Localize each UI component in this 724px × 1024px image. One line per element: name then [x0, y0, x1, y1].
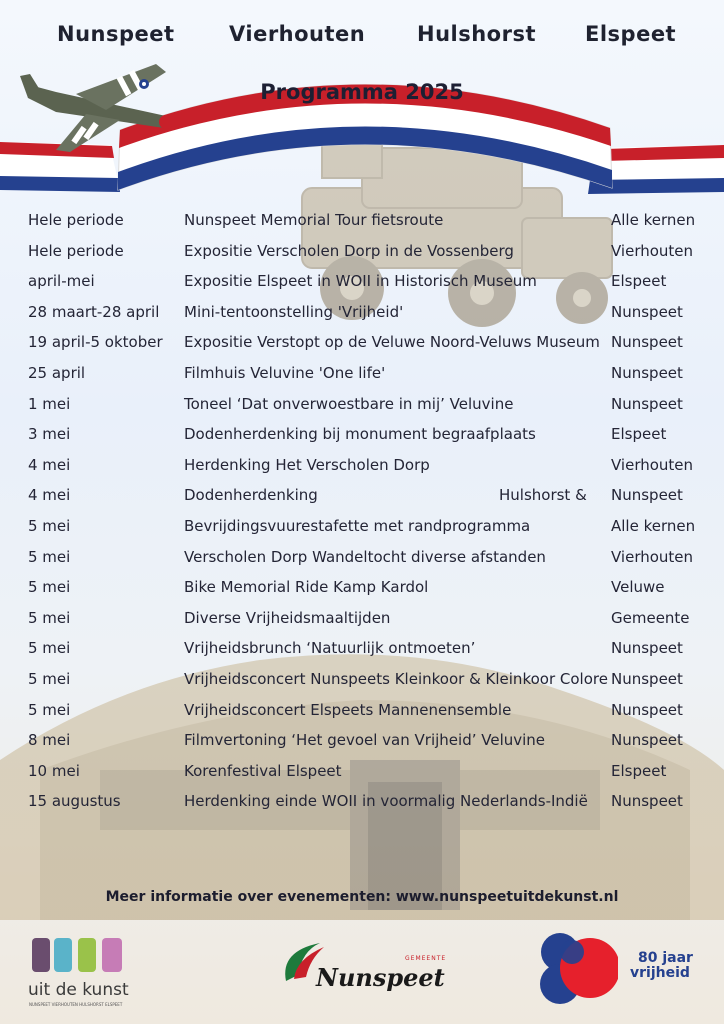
gemeente-nunspeet-logo [280, 935, 450, 1005]
event-title: Expositie Verscholen Dorp in de Vossenberg [184, 241, 514, 260]
event-location: Nunspeet [611, 394, 683, 413]
event-row [0, 670, 724, 700]
event-title: Herdenking einde WOII in voormalig Nederlands-Indië [184, 792, 588, 811]
event-extra: Hulshorst & [499, 486, 587, 505]
event-date: 3 mei [28, 425, 71, 444]
event-row [0, 364, 724, 394]
uit-de-kunst-logo [26, 932, 136, 1007]
event-row [0, 792, 724, 822]
event-row [0, 333, 724, 363]
event-row [0, 762, 724, 792]
uit-de-kunst-figures-icon [26, 932, 136, 976]
event-title: Verscholen Dorp Wandeltocht diverse afstanden [184, 547, 546, 566]
event-title: Filmvertoning ‘Het gevoel van Vrijheid’ Veluvine [184, 731, 546, 750]
event-date: 5 mei [28, 578, 71, 597]
event-title: Toneel ‘Dat onverwoestbare in mij’ Veluvine [184, 394, 514, 413]
event-date: 15 augustus [28, 792, 121, 811]
nunspeet-gemeente-label: GEMEENTE [405, 955, 447, 962]
event-row [0, 456, 724, 486]
event-date: april-mei [28, 272, 95, 291]
event-date: 4 mei [28, 486, 71, 505]
80-circles-icon [538, 932, 618, 1006]
event-location: Alle kernen [611, 517, 696, 535]
town-nunspeet: Nunspeet [57, 22, 175, 46]
event-title: Dodenherdenking [184, 486, 318, 505]
event-date: 5 mei [28, 700, 71, 719]
event-title: Filmhuis Veluvine 'One life' [184, 364, 386, 382]
event-row [0, 272, 724, 302]
event-date: 8 mei [28, 731, 71, 750]
town-elspeet: Elspeet [585, 22, 677, 46]
nunspeet-name: Nunspeet [316, 963, 445, 992]
program-title: Programma 2025 [260, 80, 464, 104]
event-title: Korenfestival Elspeet [184, 761, 342, 780]
uit-de-kunst-sub: NUNSPEET VIERHOUTEN HULSHORST ELSPEET [29, 1002, 123, 1007]
event-date: 5 mei [28, 608, 71, 627]
event-location: Nunspeet [611, 486, 683, 505]
event-row [0, 517, 724, 547]
event-date: Hele periode [28, 241, 124, 260]
warplane-icon [16, 54, 188, 154]
event-date: 1 mei [28, 394, 71, 413]
80-jaar-vrijheid-logo [538, 932, 708, 1006]
event-title: Bike Memorial Ride Kamp Kardol [184, 578, 429, 597]
event-location: Elspeet [611, 761, 667, 780]
event-date: 5 mei [28, 547, 71, 566]
event-row [0, 609, 724, 639]
event-date: 10 mei [28, 761, 80, 780]
event-location: Vierhouten [611, 455, 694, 474]
event-date: Hele periode [28, 211, 124, 229]
event-date: 5 mei [28, 670, 71, 688]
event-location: Nunspeet [611, 302, 683, 321]
event-title: Bevrijdingsvuurestafette met randprogramma [184, 517, 531, 535]
town-names [0, 22, 724, 52]
event-date: 19 april-5 oktober [28, 333, 163, 352]
event-location: Alle kernen [611, 211, 696, 229]
event-location: Veluwe [611, 578, 665, 597]
event-location: Nunspeet [611, 639, 683, 658]
event-row [0, 578, 724, 608]
event-title: Diverse Vrijheidsmaaltijden [184, 608, 391, 627]
event-title: Vrijheidsbrunch ‘Natuurlijk ontmoeten’ [184, 639, 476, 658]
event-location: Nunspeet [611, 364, 683, 382]
event-row [0, 211, 724, 241]
event-date: 25 april [28, 364, 86, 382]
event-location: Gemeente [611, 608, 690, 627]
town-hulshorst: Hulshorst [417, 22, 536, 46]
event-row [0, 425, 724, 455]
event-row [0, 639, 724, 669]
event-location: Nunspeet [611, 670, 683, 688]
event-location: Nunspeet [611, 333, 683, 352]
event-row [0, 242, 724, 272]
event-title: Vrijheidsconcert Elspeets Mannenensemble [184, 700, 512, 719]
event-location: Vierhouten [611, 241, 694, 260]
event-date: 28 maart-28 april [28, 302, 160, 321]
event-row [0, 486, 724, 516]
event-title: Expositie Elspeet in WOII in Historisch Museum [184, 272, 537, 291]
event-row [0, 303, 724, 333]
more-info-text: Meer informatie over evenementen: www.nunspeetuitdekunst.nl [105, 889, 619, 905]
event-title: Vrijheidsconcert Nunspeets Kleinkoor & Kleinkoor Colore [184, 670, 608, 688]
event-title: Dodenherdenking bij monument begraafplaats [184, 425, 536, 444]
event-title: Expositie Verstopt op de Veluwe Noord-Veluws Museum [184, 333, 600, 352]
event-title: Mini-tentoonstelling 'Vrijheid' [184, 302, 404, 321]
eighty-line2: vrijheid [630, 965, 690, 981]
town-vierhouten: Vierhouten [229, 22, 366, 46]
uit-de-kunst-name: uit de kunst [28, 980, 129, 1000]
event-title: Nunspeet Memorial Tour fietsroute [184, 211, 444, 229]
event-row [0, 395, 724, 425]
event-location: Nunspeet [611, 700, 683, 719]
event-location: Nunspeet [611, 792, 683, 811]
event-location: Elspeet [611, 272, 667, 291]
event-row [0, 701, 724, 731]
event-date: 5 mei [28, 517, 71, 535]
event-location: Vierhouten [611, 547, 694, 566]
event-date: 5 mei [28, 639, 71, 658]
event-location: Elspeet [611, 425, 667, 444]
event-title: Herdenking Het Verscholen Dorp [184, 455, 430, 474]
event-row [0, 548, 724, 578]
event-date: 4 mei [28, 455, 71, 474]
eighty-line1: 80 jaar [638, 950, 693, 966]
event-location: Nunspeet [611, 731, 683, 750]
event-row [0, 731, 724, 761]
